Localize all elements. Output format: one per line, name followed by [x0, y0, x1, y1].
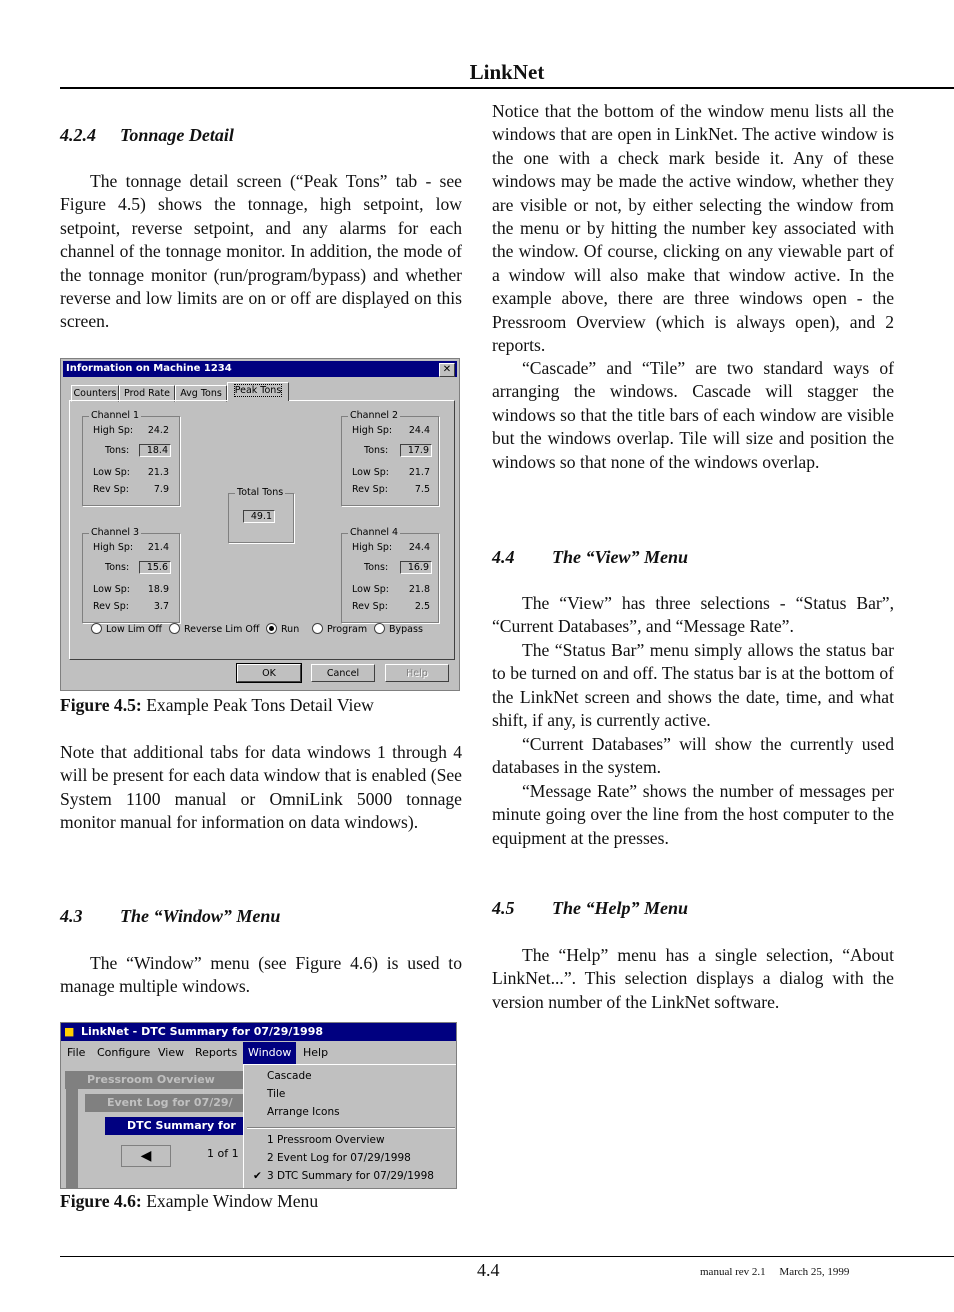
channel-1-high-sp: 24.2 [147, 425, 169, 436]
paragraph-tonnage-detail: The tonnage detail screen (“Peak Tons” tab - see Figure 4.5) shows the tonnage, high setpoint, low setpoint, reverse setpoint, and any alarms for each channel of the tonnage monitor. In addition, the mode of the tonnage monitor (run/program/bypass) and whether reverse and low limits are on or off are displayed on this screen. [60, 171, 462, 332]
figure-caption-text: Example Window Menu [146, 1191, 319, 1211]
high-sp-label: High Sp: [352, 425, 393, 436]
rev-sp-label: Rev Sp: [93, 601, 129, 612]
high-sp-label: High Sp: [93, 542, 134, 553]
paragraph-current-databases: “Current Databases” will show the currently used databases in the system. [492, 734, 894, 778]
channel-3-group [82, 527, 180, 623]
menu-item-tile[interactable]: Tile [267, 1088, 286, 1100]
radio-circle-selected [266, 623, 277, 634]
header-rule [60, 87, 954, 89]
footer-rule [60, 1256, 954, 1257]
page-number: 4.4 [477, 1260, 500, 1280]
low-sp-label: Low Sp: [93, 467, 130, 478]
paragraph-help-menu: The “Help” menu has a single selection, “About LinkNet...”. This selection displays a dialog with the version number of the LinkNet software. [492, 945, 894, 1012]
radio-circle [312, 623, 323, 634]
figure-label: Figure 4.5: [60, 695, 142, 715]
channel-3-tons: 15.6 [139, 561, 171, 574]
section-heading-4-5 [492, 898, 688, 919]
low-sp-label: Low Sp: [352, 584, 389, 595]
channel-3-rev-sp: 3.7 [153, 601, 169, 612]
section-number: 4.3 [60, 906, 83, 926]
total-tons-value: 49.1 [243, 510, 275, 523]
child-window-dtc-summary[interactable] [105, 1117, 245, 1135]
tab-counters[interactable]: Counters [71, 385, 119, 402]
radio-circle [91, 623, 102, 634]
channel-3-label: Channel 3 [91, 527, 140, 538]
child-window-title: DTC Summary for [127, 1119, 236, 1132]
menu-item-cascade[interactable]: Cascade [267, 1070, 312, 1082]
figure-caption-text: Example Peak Tons Detail View [146, 695, 374, 715]
rev-sp-label: Rev Sp: [352, 601, 388, 612]
child-window-title: Event Log for 07/29/ [107, 1096, 233, 1109]
menu-reports[interactable]: Reports [195, 1046, 238, 1059]
menu-item-arrange-icons[interactable]: Arrange Icons [267, 1106, 340, 1118]
channel-4-tons: 16.9 [400, 561, 432, 574]
paragraph-window-list: Notice that the bottom of the window menu lists all the windows that are open in LinkNet. The active window is the one with a check mark beside it. Any of these windows may be made the active window, whether they are visible or not, by either selecting the window from the menu or by hitting the number key associated with the window. Of course, clicking on any viewable part of a window will also make that window active. In the example above, there are three windows open - the Pressroom Overview (which is always open), and 2 reports. [492, 101, 894, 356]
menu-window[interactable]: Window [243, 1042, 296, 1064]
low-sp-label: Low Sp: [352, 467, 389, 478]
channel-2-label: Channel 2 [350, 410, 399, 421]
radio-circle [374, 623, 385, 634]
channel-4-rev-sp: 2.5 [414, 601, 430, 612]
channel-1-low-sp: 21.3 [147, 467, 169, 478]
channel-4-group [341, 527, 439, 623]
channel-4-label: Channel 4 [350, 527, 399, 538]
section-title: Tonnage Detail [120, 125, 234, 145]
channel-4-low-sp: 21.8 [408, 584, 430, 595]
peak-tons-dialog [60, 358, 460, 691]
tons-label: Tons: [105, 562, 130, 573]
paragraph-note: Note that additional tabs for data windows 1 through 4 will be present for each data window that is enabled (See System 1100 manual or OmniLink 5000 tonnage monitor manual for information on data windows). [60, 742, 462, 833]
cancel-button[interactable]: Cancel [311, 664, 375, 682]
radio-run[interactable] [266, 624, 299, 635]
menu-bar [61, 1042, 457, 1064]
app-title: LinkNet - DTC Summary for 07/29/1998 [81, 1025, 323, 1038]
channel-2-group [341, 410, 439, 506]
high-sp-label: High Sp: [93, 425, 134, 436]
section-heading-4-4 [492, 547, 688, 568]
window-menu-screenshot [60, 1022, 457, 1189]
window-dropdown-menu [243, 1064, 457, 1189]
menu-separator [247, 1127, 455, 1129]
tab-avg-tons[interactable]: Avg Tons [175, 385, 227, 402]
paragraph-status-bar: The “Status Bar” menu simply allows the status bar to be turned on and off. The status bar is at the bottom of the LinkNet screen and shows the date, time, and what shift, if any, is currently active. [492, 640, 894, 731]
rev-sp-label: Rev Sp: [93, 484, 129, 495]
total-tons-label: Total Tons [237, 487, 284, 498]
child-window-pressroom-overview[interactable] [65, 1071, 245, 1089]
radio-circle [169, 623, 180, 634]
radio-bypass[interactable] [374, 624, 423, 635]
record-nav-buttons[interactable] [121, 1145, 171, 1167]
revision-date: manual rev 2.1 March 25, 1999 [700, 1266, 850, 1278]
channel-1-tons: 18.4 [139, 444, 171, 457]
help-button[interactable]: Help [385, 664, 449, 682]
channel-1-group [82, 410, 180, 506]
section-number: 4.2.4 [60, 125, 96, 145]
channel-1-label: Channel 1 [91, 410, 140, 421]
radio-label: Program [327, 624, 368, 635]
section-title: The “Help” Menu [552, 898, 689, 918]
section-heading-4-2-4 [60, 125, 234, 146]
radio-label: Reverse Lim Off [184, 624, 260, 635]
channel-2-high-sp: 24.4 [408, 425, 430, 436]
radio-label: Low Lim Off [106, 624, 162, 635]
radio-label: Bypass [389, 624, 423, 635]
section-title: The “View” Menu [552, 547, 689, 567]
paragraph-view-menu: The “View” has three selections - “Status Bar”, “Current Databases”, and “Message Rate”. [492, 593, 894, 637]
menu-item-window-3[interactable]: 3 DTC Summary for 07/29/1998 [267, 1170, 434, 1182]
menu-configure[interactable]: Configure [97, 1046, 151, 1059]
ok-button[interactable]: OK [237, 664, 301, 682]
mdi-edge [66, 1071, 78, 1189]
section-number: 4.4 [492, 547, 515, 567]
channel-2-rev-sp: 7.5 [414, 484, 430, 495]
peak-tons-panel [69, 400, 455, 660]
child-window-title: Pressroom Overview [87, 1073, 215, 1086]
menu-view[interactable]: View [158, 1046, 185, 1059]
channel-4-high-sp: 24.4 [408, 542, 430, 553]
dialog-title: Information on Machine 1234 [66, 363, 232, 374]
tab-peak-tons[interactable] [227, 382, 289, 401]
section-heading-4-3 [60, 906, 280, 927]
tab-peak-tons-label: Peak Tons [234, 385, 282, 396]
figure-label: Figure 4.6: [60, 1191, 142, 1211]
app-title-bar [61, 1023, 457, 1041]
radio-label: Run [281, 624, 300, 635]
total-tons-group [228, 487, 294, 543]
paragraph-window-menu: The “Window” menu (see Figure 4.6) is used to manage multiple windows. [60, 953, 462, 997]
radio-low-lim-off[interactable] [91, 624, 162, 635]
channel-2-low-sp: 21.7 [408, 467, 430, 478]
channel-1-rev-sp: 7.9 [153, 484, 169, 495]
channel-2-tons: 17.9 [400, 444, 432, 457]
high-sp-label: High Sp: [352, 542, 393, 553]
check-icon: ✔ [253, 1170, 262, 1182]
dialog-title-bar [63, 361, 457, 377]
radio-reverse-lim-off[interactable] [169, 624, 259, 635]
rev-sp-label: Rev Sp: [352, 484, 388, 495]
menu-item-window-2[interactable]: 2 Event Log for 07/29/1998 [267, 1152, 411, 1164]
radio-program[interactable] [312, 624, 367, 635]
channel-3-low-sp: 18.9 [147, 584, 169, 595]
menu-file[interactable]: File [67, 1046, 86, 1059]
menu-help[interactable]: Help [303, 1046, 329, 1059]
low-sp-label: Low Sp: [93, 584, 130, 595]
running-header: LinkNet [469, 60, 545, 84]
child-window-event-log[interactable] [85, 1094, 245, 1112]
tons-label: Tons: [105, 445, 130, 456]
menu-item-window-1[interactable]: 1 Pressroom Overview [267, 1134, 385, 1146]
section-number: 4.5 [492, 898, 515, 918]
section-title: The “Window” Menu [120, 906, 281, 926]
tab-prod-rate[interactable]: Prod Rate [119, 385, 175, 402]
paragraph-cascade-tile: “Cascade” and “Tile” are two standard ways of arranging the windows. Cascade will stagger the windows so that the title bars of each window are visible but the windows overlap. Tile will size and position the windows so that none of the windows overlap. [492, 358, 894, 472]
figure-4-6-caption [60, 1191, 318, 1212]
paragraph-message-rate: “Message Rate” shows the number of messages per minute going over the line from the host computer to the equipment at the presses. [492, 781, 894, 848]
close-icon[interactable]: ✕ [439, 363, 455, 377]
figure-4-5-caption [60, 695, 374, 716]
page-indicator: 1 of 1 [207, 1147, 239, 1160]
channel-3-high-sp: 21.4 [147, 542, 169, 553]
app-icon: ■ [64, 1025, 75, 1038]
tons-label: Tons: [364, 562, 389, 573]
first-record-icon: ◀ [140, 1148, 152, 1164]
tons-label: Tons: [364, 445, 389, 456]
